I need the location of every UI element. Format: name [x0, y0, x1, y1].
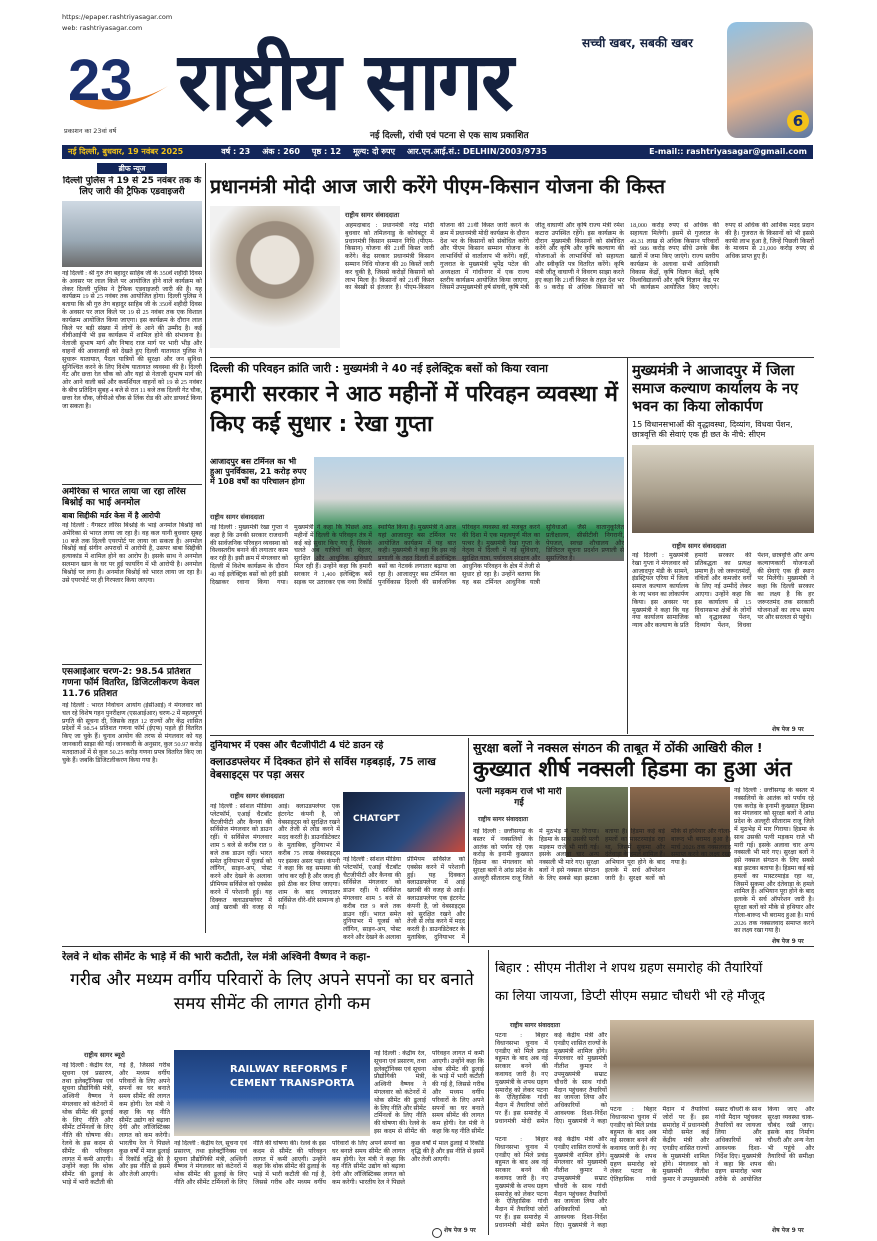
bihar-body-3: पटना : बिहार विधानसभा चुनाव में एनडीए को मिले प्रचंड बहुमत के बाद अब नई सरकार बनने की कवायद जारी है। नए मुख्यमंत्री के शपथ ग्रहण समारोह को लेकर पटना के ऐतिहासिक गांधी मैदान में तैयारियां जोरों पर हैं। इस समारोह में प्रधानमंत्री मोदी समेत कई केंद्रीय मंत्री और एनडीए शासित राज्यों के मुख्यमंत्री शामिल होंगे। मंगलवार को मुख्यमंत्री नीतीश कुमार ने उपमुख्यमंत्री सम्राट चौधरी के साथ गांधी मैदान पहुंचकर तैयारियों का जायजा लिया और अधिकारियों को आवश्यक दिशा-निर्देश दिए। मुख्यमंत्री ने कहा [495, 1136, 607, 1229]
masthead-tagline: सच्ची खबर, सबकी खबर [582, 36, 693, 50]
hidma-kicker: सुरक्षा बलों ने नक्सल संगठन की ताबूत में ठोंकी आखिरी कील ! [473, 740, 763, 755]
azadpur-sub: 15 विधानसभाओं की वृद्धावस्था, दिव्यांग, विधवा पेंशन, छात्रवृत्ति की सेवाएं एक ही छत के नीचे: सीएम [632, 420, 793, 439]
email: E-mail:: rashtriyasagar@gmail.com [649, 147, 807, 156]
cement-body-3: नई दिल्ली : केंद्रीय रेल, सूचना एवं प्रसारण, तथा इलेक्ट्रॉनिक्स एवं सूचना प्रौद्योगिकी मंत्री, अश्विनी वैष्णव ने मंगलवार को कंटेनरों में थोक सीमेंट की ढुलाई के लिए नीति और सीमेंट टर्मिनलों के लिए नीति की घोषणा की। रेलवे के इस कदम से सीमेंट की परिवहन लागत में कमी आएगी। उन्होंने कहा कि थोक सीमेंट की ढुलाई के भाड़े में भारी कटौती की गई है, जिससे गरीब और मध्यम वर्गीय परिवारों के लिए अपने सपनों का घर बनाते समय सीमेंट की लागत कम होगी। रेल मंत्री ने कहा कि यह नीति सीमेंट [374, 1050, 484, 1135]
bus-byline: राष्ट्रीय सागर संवाददाता [210, 513, 265, 521]
hidma-headline: कुख्यात शीर्ष नक्सली हिडमा का हुआ अंत [473, 757, 792, 781]
promo-photo [727, 22, 813, 138]
dateline-bar [62, 145, 813, 159]
bus-body: नई दिल्ली : मुख्यमंत्री रेखा गुप्ता ने कहा है कि उनकी सरकार राजधानी की सार्वजनिक परिवहन व्यवस्था को विश्वस्तरीय बनाने की लगातार काम कर रही है। इसी क्रम में मंगलवार को दिल्ली में विशेष कार्यक्रम के दौरान 40 नई इलेक्ट्रिक बसों को हरी झंडी दिखाकर रवाना किया गया। मुख्यमंत्री ने कहा कि पिछले आठ महीनों में दिल्ली के परिवहन तंत्र में कई बड़े सुधार किए गए हैं, जिसके चलते अब यात्रियों को बेहतर, सुरक्षित और आधुनिक सुविधाएं मिल रही हैं। उन्होंने कहा कि हमारी सरकार ने 1,400 इलेक्ट्रिक बसें सड़क पर उतारकर एक नया रिकॉर्ड स्थापित किया है। मुख्यमंत्री ने आज यहां आजादपुर बस टर्मिनल पर आयोजित कार्यक्रम में यह बात कही। मुख्यमंत्री ने कहा कि इस नई प्रणाली के तहत दिल्ली में इलेक्ट्रिक बसों का नेटवर्क लगातार बढ़ाया जा रहा है। आजादपुर बस टर्मिनल का पुनर्विकास दिल्ली की सार्वजनिक परिवहन व्यवस्था को मजबूत करने की दिशा में एक महत्वपूर्ण मील का पत्थर है। मुख्यमंत्री रेखा गुप्ता के नेतृत्व में दिल्ली में नई सुविधाएं, सुरक्षित यात्रा, पर्यावरण संरक्षण और आधुनिक परिवहन के क्षेत्र में तेजी से सुधार हो रहा है। उन्होंने बताया कि यह बस टर्मिनल आधुनिक यात्री सुविधाओं जैसे वातानुकूलित प्रतीक्षालय, सीसीटीवी निगरानी, पेयजल, स्वच्छ शौचालय और डिजिटल सूचना प्रदर्शन प्रणाली से सुसज्जित है। [210, 524, 624, 586]
cement-headline: गरीब और मध्यम वर्गीय परिवारों के लिए अपने सपनों का घर बनाते समय सीमेंट की लागत होगी कम [70, 970, 474, 1014]
hidma-continued[interactable]: शेष पेज 9 पर [772, 938, 804, 945]
bihar-continued[interactable]: शेष पेज 9 पर [772, 1227, 804, 1234]
ai-byline: राष्ट्रीय सागर संवाददाता [230, 792, 285, 800]
ai-photo [343, 792, 465, 852]
price: मूल्य: दो रुपए [353, 147, 396, 156]
bihar-body: पटना : बिहार विधानसभा चुनाव में एनडीए को मिले प्रचंड बहुमत के बाद अब नई सरकार बनने की कवायद जारी है। नए मुख्यमंत्री के शपथ ग्रहण समारोह को लेकर पटना के ऐतिहासिक गांधी मैदान में तैयारियां जोरों पर हैं। इस समारोह में प्रधानमंत्री मोदी समेत कई केंद्रीय मंत्री और एनडीए शासित राज्यों के मुख्यमंत्री शामिल होंगे। मंगलवार को मुख्यमंत्री नीतीश कुमार ने उपमुख्यमंत्री सम्राट चौधरी के साथ गांधी मैदान पहुंचकर तैयारियों का जायजा लिया और अधिकारियों को आवश्यक दिशा-निर्देश दिए। मुख्यमंत्री ने कहा [495, 1032, 607, 1125]
logo-23-icon [64, 40, 174, 140]
bus-side-head: आजादपुर बस टर्मिनल का भी हुआ पुनर्विकास, 21 करोड़ रुपए में 108 वर्षों का परिचालन होगा [210, 457, 307, 486]
hidma-byline: राष्ट्रीय सागर संवाददाता [478, 816, 529, 823]
azadpur-photo [632, 445, 814, 533]
cement-body-2: नई दिल्ली : केंद्रीय रेल, सूचना एवं प्रसारण, तथा इलेक्ट्रॉनिक्स एवं सूचना प्रौद्योगिकी मंत्री, अश्विनी वैष्णव ने मंगलवार को कंटेनरों में थोक सीमेंट की ढुलाई के लिए नीति और सीमेंट टर्मिनलों के लिए नीति की घोषणा की। रेलवे के इस कदम से सीमेंट की परिवहन लागत में कमी आएगी। उन्होंने कहा कि थोक सीमेंट की ढुलाई के भाड़े में भारी कटौती की गई है, जिससे गरीब और मध्यम वर्गीय परिवारों के लिए अपने सपनों का घर बनाते समय सीमेंट की लागत कम होगी। रेल मंत्री ने कहा कि यह नीति सीमेंट उद्योग को बढ़ावा देगी और लॉजिस्टिक्स लागत को कम करेगी। भारतीय रेल ने पिछले कुछ वर्षों में माल ढुलाई में रिकॉर्ड वृद्धि की है और इस नीति से इसमें और तेजी आएगी। [174, 1140, 484, 1186]
rni: आर.एन.आई.सं.: DELHIN/2003/9735 [407, 147, 547, 156]
azadpur-headline: मुख्यमंत्री ने आजादपुर में जिला समाज कल्याण कार्यालय के नए भवन का किया लोकार्पण [632, 363, 799, 415]
lead-headline: प्रधानमंत्री मोदी आज जारी करेंगे पीएम-किसान योजना की किस्त [210, 175, 665, 198]
brief-text-1: नई दिल्ली : श्री गुरु तेग बहादुर साहिब जी के 350वें शहीदी दिवस के अवसर पर लाल किले पर आयोजित होने वाले कार्यक्रम को लेकर दिल्ली पुलिस ने ट्रैफिक एडवाइजरी जारी की है। यह कार्यक्रम 19 से 25 नवंबर तक आयोजित होगा। दिल्ली पुलिस ने बताया कि श्री गुरु तेग बहादुर साहिब जी के 350वें शहीदी दिवस के अवसर पर लाल किले पर 19 से 25 नवंबर तक एक विशाल कार्यक्रम आयोजित किया जाएगा। इस कार्यक्रम के दौरान लाल किले पर बड़ी संख्या में लोगों के आने की उम्मीद है। कई वीवीआईपी भी इस कार्यक्रम में शामिल होने की संभावना है। नेताजी सुभाष मार्ग और निषाद राज मार्ग पर भारी भीड़ और वाहनों की आवाजाही को देखते हुए दिल्ली यातायात पुलिस ने सुचारू यातायात, पैदल यात्रियों की सुरक्षा और जन सुविधा सुनिश्चित करने के लिए विशेष यातायात व्यवस्था की है। दिल्ली गेट और छत्ता रेल चौक को और यहां से नेताजी सुभाष मार्ग की ओर आने वाली बसें और कमर्शियल वाहनों को 19 से 25 नवंबर के बीच प्रतिदिन सुबह 4 बजे से रात 11 बजे तक दिल्ली गेट चौक, छत्ता रेल चौक, जीपीओ चौक से लिंक रोड की ओर डायवर्ट किया जा सकता है। [62, 270, 202, 410]
epaper-url[interactable]: https://epaper.rashtriyasagar.com [62, 13, 173, 21]
bihar-headline: का लिया जायजा, डिप्टी सीएम सम्राट चौधरी भी रहे मौजूद [495, 989, 765, 1004]
brief-headline-3: एसआईआर चरण-2: 98.54 प्रतिशत गणना फॉर्म वितरित, डिजिटलीकरण केवल 11.76 प्रतिशत [62, 667, 200, 699]
ai-body-2: नई दिल्ली : सोशल मीडिया प्लेटफॉर्म, एआई चैटबॉट चैटजीपीटी और कैनवा की सर्विसेज मंगलवार को डाउन रहीं। ये सर्विसेज मंगलवार शाम 5 बजे से करीब रात 9 बजे तक डाउन रहीं। भारत समेत दुनियाभर में यूजर्स को लॉगिन, साइन-अप, पोस्ट करने और देखने के अलावा प्रीमियम सर्विसेज को एक्सेस करने में परेशानी हुई। यह दिक्कत क्लाउडफ्लेयर में आई खराबी की वजह से आई। क्लाउडफ्लेयर एक इंटरनेट कंपनी है, जो वेबसाइट्स को सुरक्षित रखने और तेजी से लोड करने में मदद करती है। डाउनडिटेक्टर के मुताबिक, दुनियाभर में [343, 856, 465, 941]
cement-photo [174, 1050, 370, 1136]
web-url[interactable]: web: rashtriyasagar.com [62, 24, 143, 32]
cement-continued[interactable]: शेष पेज 9 पर [444, 1227, 476, 1234]
hidma-sub: पत्नी मड़कम राजे भी मारी गई [476, 787, 562, 808]
masthead-subtitle: नई दिल्ली, रांची एवं पटना से एक साथ प्रकाशित [370, 131, 529, 141]
bihar-byline: राष्ट्रीय सागर संवाददाता [510, 1022, 561, 1029]
brief-sub-2: बाबा सिद्दीकी मर्डर केस में है आरोपी [62, 511, 161, 520]
logo-23 [64, 40, 174, 140]
brief-text-2: नई दिल्ली : गैंगस्टर लॉरेंस बिश्नोई के भाई अनमोल बिश्नोई को अमेरिका से भारत लाया जा रहा है। वह कल यानी बुधवार सुबह 10 बजे तक दिल्ली एयरपोर्ट पर लाया जा सकता है। अनमोल बिश्नोई कई संगीन अपराधों में आरोपी है, उसपर बाबा सिद्दीकी हत्याकांड में शामिल होने का आरोप है। इसके साथ ने अनमोल सलमान खान के घर पर हुई फायरिंग में भी आरोपी है। अनमोल बिश्नोई पर लगा है। अनमोल बिश्नोई को भारत लाया जा रहा है। उसे एयरपोर्ट पर ही गिरफ्तार किया जाएगा। [62, 522, 202, 584]
hidma-side-text: नई दिल्ली : छत्तीसगढ़ के बस्तर में नक्सलियों के आतंक को पर्याय रहे एक करोड़ के इनामी कुख्यात हिडमा का मंगलवार को सुरक्षा बलों ने आंध्र प्रदेश के अल्लूरी सीताराम राजू जिले में मुठभेड़ में मार गिराया। हिडमा के साथ उसकी पत्नी मड़कम राजे भी मारी गई। इसके अलावा चार अन्य नक्सली भी मारे गए। सुरक्षा बलों ने इसे नक्सल संगठन के लिए सबसे बड़ा झटका बताया है। हिडमा कई बड़े हमलों का मास्टरमाइंड रहा था, जिसमें सुकमा और दंतेवाड़ा के हमले शामिल हैं। अभियान पूरा होने के बाद इलाके में सर्च ऑपरेशन जारी है। सुरक्षा बलों को मौके से हथियार और गोला-बारूद भी बरामद हुआ है। मार्च 2026 तक नक्सलवाद समाप्त करने का लक्ष्य रखा गया है। [734, 787, 814, 935]
cement-kicker: रेलवे ने थोक सीमेंट के भाड़े में की भारी कटौती, रेल मंत्री अश्विनी वैष्णव ने कहा- [62, 951, 371, 963]
hidma-body: नई दिल्ली : छत्तीसगढ़ के बस्तर में नक्सलियों के आतंक को पर्याय रहे एक करोड़ के इनामी कुख्यात हिडमा का मंगलवार को सुरक्षा बलों ने आंध्र प्रदेश के अल्लूरी सीताराम राजू जिले में मुठभेड़ में मार गिराया। हिडमा के साथ उसकी पत्नी मड़कम राजे भी मारी गई। इसके अलावा चार अन्य नक्सली भी मारे गए। सुरक्षा बलों ने इसे नक्सल संगठन के लिए सबसे बड़ा झटका बताया है। हिडमा कई बड़े हमलों का मास्टरमाइंड रहा था, जिसमें सुकमा और दंतेवाड़ा के हमले शामिल हैं। अभियान पूरा होने के बाद इलाके में सर्च ऑपरेशन जारी है। सुरक्षा बलों को मौके से हथियार और गोला-बारूद भी बरामद हुआ है। मार्च 2026 तक नक्सलवाद समाप्त करने का लक्ष्य रखा गया है। [473, 828, 731, 882]
bihar-body-2: पटना : बिहार विधानसभा चुनाव में एनडीए को मिले प्रचंड बहुमत के बाद अब नई सरकार बनने की कवायद जारी है। नए मुख्यमंत्री के शपथ ग्रहण समारोह को लेकर पटना के ऐतिहासिक गांधी मैदान में तैयारियां जोरों पर हैं। इस समारोह में प्रधानमंत्री मोदी समेत कई केंद्रीय मंत्री और एनडीए शासित राज्यों के मुख्यमंत्री शामिल होंगे। मंगलवार को मुख्यमंत्री नीतीश कुमार ने उपमुख्यमंत्री सम्राट चौधरी के साथ गांधी मैदान पहुंचकर तैयारियों का जायजा लिया और अधिकारियों को आवश्यक दिशा-निर्देश दिए। मुख्यमंत्री ने कहा कि शपथ ग्रहण समारोह भव्य तरीके से आयोजित किया जाए और सुरक्षा व्यवस्था चाक-चौबंद रखी जाए। इसके बाद निर्माण चौधरी और अन्य नेता भी पहुंचे और तैयारियों की समीक्षा की। [610, 1106, 814, 1184]
promo-number: 6 [787, 110, 809, 132]
bus-kicker: दिल्ली की परिवहन क्रांति जारी : मुख्यमंत्री ने 40 नई इलेक्ट्रिक बसों को किया रवाना [210, 362, 549, 375]
masthead-title: राष्ट्रीय सागर [178, 35, 512, 128]
ai-photo-label: CHATGPT [353, 814, 400, 824]
issue: अंक : 260 [262, 147, 300, 156]
bihar-kicker: बिहार : सीएम नीतीश ने शपथ ग्रहण समारोह की तैयारियों [495, 961, 763, 976]
brief-headline-1: दिल्ली पुलिस ने 19 से 25 नवंबर तक के लिए जारी की ट्रैफिक एडवाइजरी [62, 176, 202, 197]
azadpur-continued[interactable]: शेष पेज 9 पर [772, 726, 804, 733]
date-place: नई दिल्ली, बुधवार, 19 नवंबर 2025 [68, 147, 184, 156]
lead-byline: राष्ट्रीय सागर संवाददाता [345, 211, 400, 219]
cement-banner-1: RAILWAY REFORMS F [230, 1064, 348, 1075]
year: वर्ष : 23 [221, 147, 251, 156]
cement-banner-2: CEMENT TRANSPORTA [230, 1078, 355, 1089]
brief-headline-2: अमेरिका से भारत लाया जा रहा लॉरेंस बिश्नोई का भाई अनमोल [62, 487, 186, 508]
ai-headline: क्लाउडफ्लेयर में दिक्कत होने से सर्विस गड़बड़ाई, 75 लाख वेबसाइट्स पर पड़ा असर [210, 756, 436, 781]
logo-number: 23 [68, 48, 133, 113]
bihar-photo [610, 1020, 814, 1102]
ai-body: नई दिल्ली : सोशल मीडिया प्लेटफॉर्म, एआई चैटबॉट चैटजीपीटी और कैनवा की सर्विसेज मंगलवार को डाउन रहीं। ये सर्विसेज मंगलवार शाम 5 बजे से करीब रात 9 बजे तक डाउन रहीं। भारत समेत दुनियाभर में यूजर्स को लॉगिन, साइन-अप, पोस्ट करने और देखने के अलावा प्रीमियम सर्विसेज को एक्सेस करने में परेशानी हुई। यह दिक्कत क्लाउडफ्लेयर में आई खराबी की वजह से आई। क्लाउडफ्लेयर एक इंटरनेट कंपनी है, जो वेबसाइट्स को सुरक्षित रखने और तेजी से लोड करने में मदद करती है। डाउनडिटेक्टर के मुताबिक, दुनियाभर में करीब 75 लाख वेबसाइट्स पर इसका असर पड़ा। कंपनी ने कहा कि वह समस्या की जांच कर रही है और जल्द ही इसे ठीक कर लिया जाएगा। शाम के बाद ज्यादातर सर्विसेज धीरे-धीरे सामान्य हो गईं। [210, 803, 340, 912]
lead-body: अहमदाबाद : प्रधानमंत्री नरेंद्र मोदी बुधवार को तमिलनाडु के कोयंबटूर में प्रधानमंत्री किसान सम्मान निधि (पीएम-किसान) योजना की 21वीं किस्त जारी करेंगे। केंद्र सरकार प्रधानमंत्री किसान सम्मान निधि योजना की 20 किस्तें जारी कर चुकी है, जिससे करोड़ों किसानों को लाभ मिला है। किसानों को 21वीं किस्त का बेसब्री से इंतजार है। पीएम-किसान योजना की 21वीं किस्त जारी करने के क्रम में प्रधानमंत्री मोदी कार्यक्रम के दौरान देश भर के किसानों को संबोधित करेंगे और पीएम किसान सम्मान योजना के लाभार्थियों से वार्तालाप भी करेंगे। वहीं, गुजरात के मुख्यमंत्री भूपेंद्र पटेल की अध्यक्षता में गांधीनगर में एक राज्य स्तरीय कार्यक्रम आयोजित किया जाएगा, जिसमें उपमुख्यमंत्री हर्ष संघवी, कृषि मंत्री जीतू वाघाणी और कृषि राज्य मंत्री रमेश कटारा उपस्थित रहेंगे। इस कार्यक्रम के दौरान मुख्यमंत्री किसानों को संबोधित करेंगे और कृषि और कृषि कल्याण की योजनाओं के लाभार्थियों को सहायता और स्वीकृति पत्र वितरित करेंगे। कृषि मंत्री जीतू वाघाणी ने विवरण साझा करते हुए कहा कि 21वीं किस्त के तहत देश भर के 9 करोड़ से अधिक किसानों को 18,000 करोड़ रुपए से अधिक की सहायता मिलेगी। इसमें से गुजरात के 49.31 लाख से अधिक किसान परिवारों को 986 करोड़ रुपए सीधे उनके बैंक खातों में जमा किए जाएंगे। राज्य स्तरीय कार्यक्रम के अलावा सभी आदिवासी विकास केंद्रों, कृषि विज्ञान केंद्रों, कृषि विश्वविद्यालयों और कृषि विज्ञान केंद्र पर भी कार्यक्रम आयोजित किए जाएंगे। रुपए से अधिक की आर्थिक मदद प्रदान की है। गुजरात के किसानों को भी इससे काफी लाभ हुआ है, जिन्हें पिछली किस्तों के माध्यम से 21,000 करोड़ रुपए से अधिक प्राप्त हुए हैं। [345, 222, 814, 292]
ai-kicker: दुनियाभर में एक्स और चैटजीपीटी 4 घंटे डाउन रहे [210, 740, 384, 751]
logo-tag: प्रकाशन का 23वां वर्ष [64, 127, 117, 135]
azadpur-body: नई दिल्ली : मुख्यमंत्री रेखा गुप्ता ने मंगलवार को आजादपुर मंडी के सामने, इंडस्ट्रियल एरिया में जिला समाज कल्याण कार्यालय के नए भवन का लोकार्पण किया। इस अवसर पर मुख्यमंत्री ने कहा कि यह नया कार्यालय सामाजिक न्याय और कल्याण के प्रति हमारी सरकार की प्रतिबद्धता का प्रत्यक्ष प्रमाण है। जो जरूरतमंदों, वंचितों और कमजोर वर्गों के लिए नई उम्मीदें लेकर आएगा। उन्होंने कहा कि इस कार्यालय से 15 विधानसभा क्षेत्रों के लोगों को वृद्धावस्था पेंशन, दिव्यांग पेंशन, विधवा पेंशन, छात्रवृत्ति और अन्य कल्याणकारी योजनाओं की सेवाएं एक ही स्थान पर मिलेंगी। मुख्यमंत्री ने कहा कि दिल्ली सरकार का लक्ष्य है कि हर जरूरतमंद तक सरकारी योजनाओं का लाभ समय पर और सरलता से पहुंचे। [632, 552, 814, 630]
cement-byline: राष्ट्रीय सागर ब्यूरो [84, 1051, 125, 1059]
registration-mark-icon [432, 1228, 442, 1238]
brief-label: ब्रीफ न्यूज [97, 163, 167, 174]
brief-text-3: नई दिल्ली : भारत निर्वाचन आयोग (ईसीआई) ने मंगलवार को चल रहे विशेष गहन पुनरीक्षण (एसआईआर) चरण-2 में महत्वपूर्ण प्रगति की सूचना दी, जिसके तहत 12 राज्यों और केंद्र शासित प्रदेशों में 98.54 प्रतिशत गणना फॉर्म (ईएफ) पहले ही वितरित किए जा चुके हैं। चुनाव आयोग की तरफ से मंगलवार को यह जानकारी साझा की गई। जानकारी के अनुसार, कुल 50.97 करोड़ मतदाताओं में से कुल 50.25 करोड़ गणना प्रपत्र वितरित किए जा चुके हैं। जबकि डिजिटलीकरण किया गया है। [62, 702, 202, 764]
cement-body: नई दिल्ली : केंद्रीय रेल, सूचना एवं प्रसारण, तथा इलेक्ट्रॉनिक्स एवं सूचना प्रौद्योगिकी मंत्री, अश्विनी वैष्णव ने मंगलवार को कंटेनरों में थोक सीमेंट की ढुलाई के लिए नीति और सीमेंट टर्मिनलों के लिए नीति की घोषणा की। रेलवे के इस कदम से सीमेंट की परिवहन लागत में कमी आएगी। उन्होंने कहा कि थोक सीमेंट की ढुलाई के भाड़े में भारी कटौती की गई है, जिससे गरीब और मध्यम वर्गीय परिवारों के लिए अपने सपनों का घर बनाते समय सीमेंट की लागत कम होगी। रेल मंत्री ने कहा कि यह नीति सीमेंट उद्योग को बढ़ावा देगी और लॉजिस्टिक्स लागत को कम करेगी। भारतीय रेल ने पिछले कुछ वर्षों में माल ढुलाई में रिकॉर्ड वृद्धि की है और इस नीति से इसमें और तेजी आएगी। [62, 1062, 170, 1186]
brief-column [62, 163, 202, 933]
lead-photo-modi [210, 206, 340, 348]
brief-photo-1 [62, 201, 202, 267]
pages: पृष्ठ : 12 [311, 147, 342, 156]
bus-headline: हमारी सरकार ने आठ महीनों में परिवहन व्यवस्था में किए कई सुधार : रेखा गुप्ता [210, 382, 618, 437]
azadpur-byline: राष्ट्रीय सागर संवाददाता [672, 542, 727, 550]
